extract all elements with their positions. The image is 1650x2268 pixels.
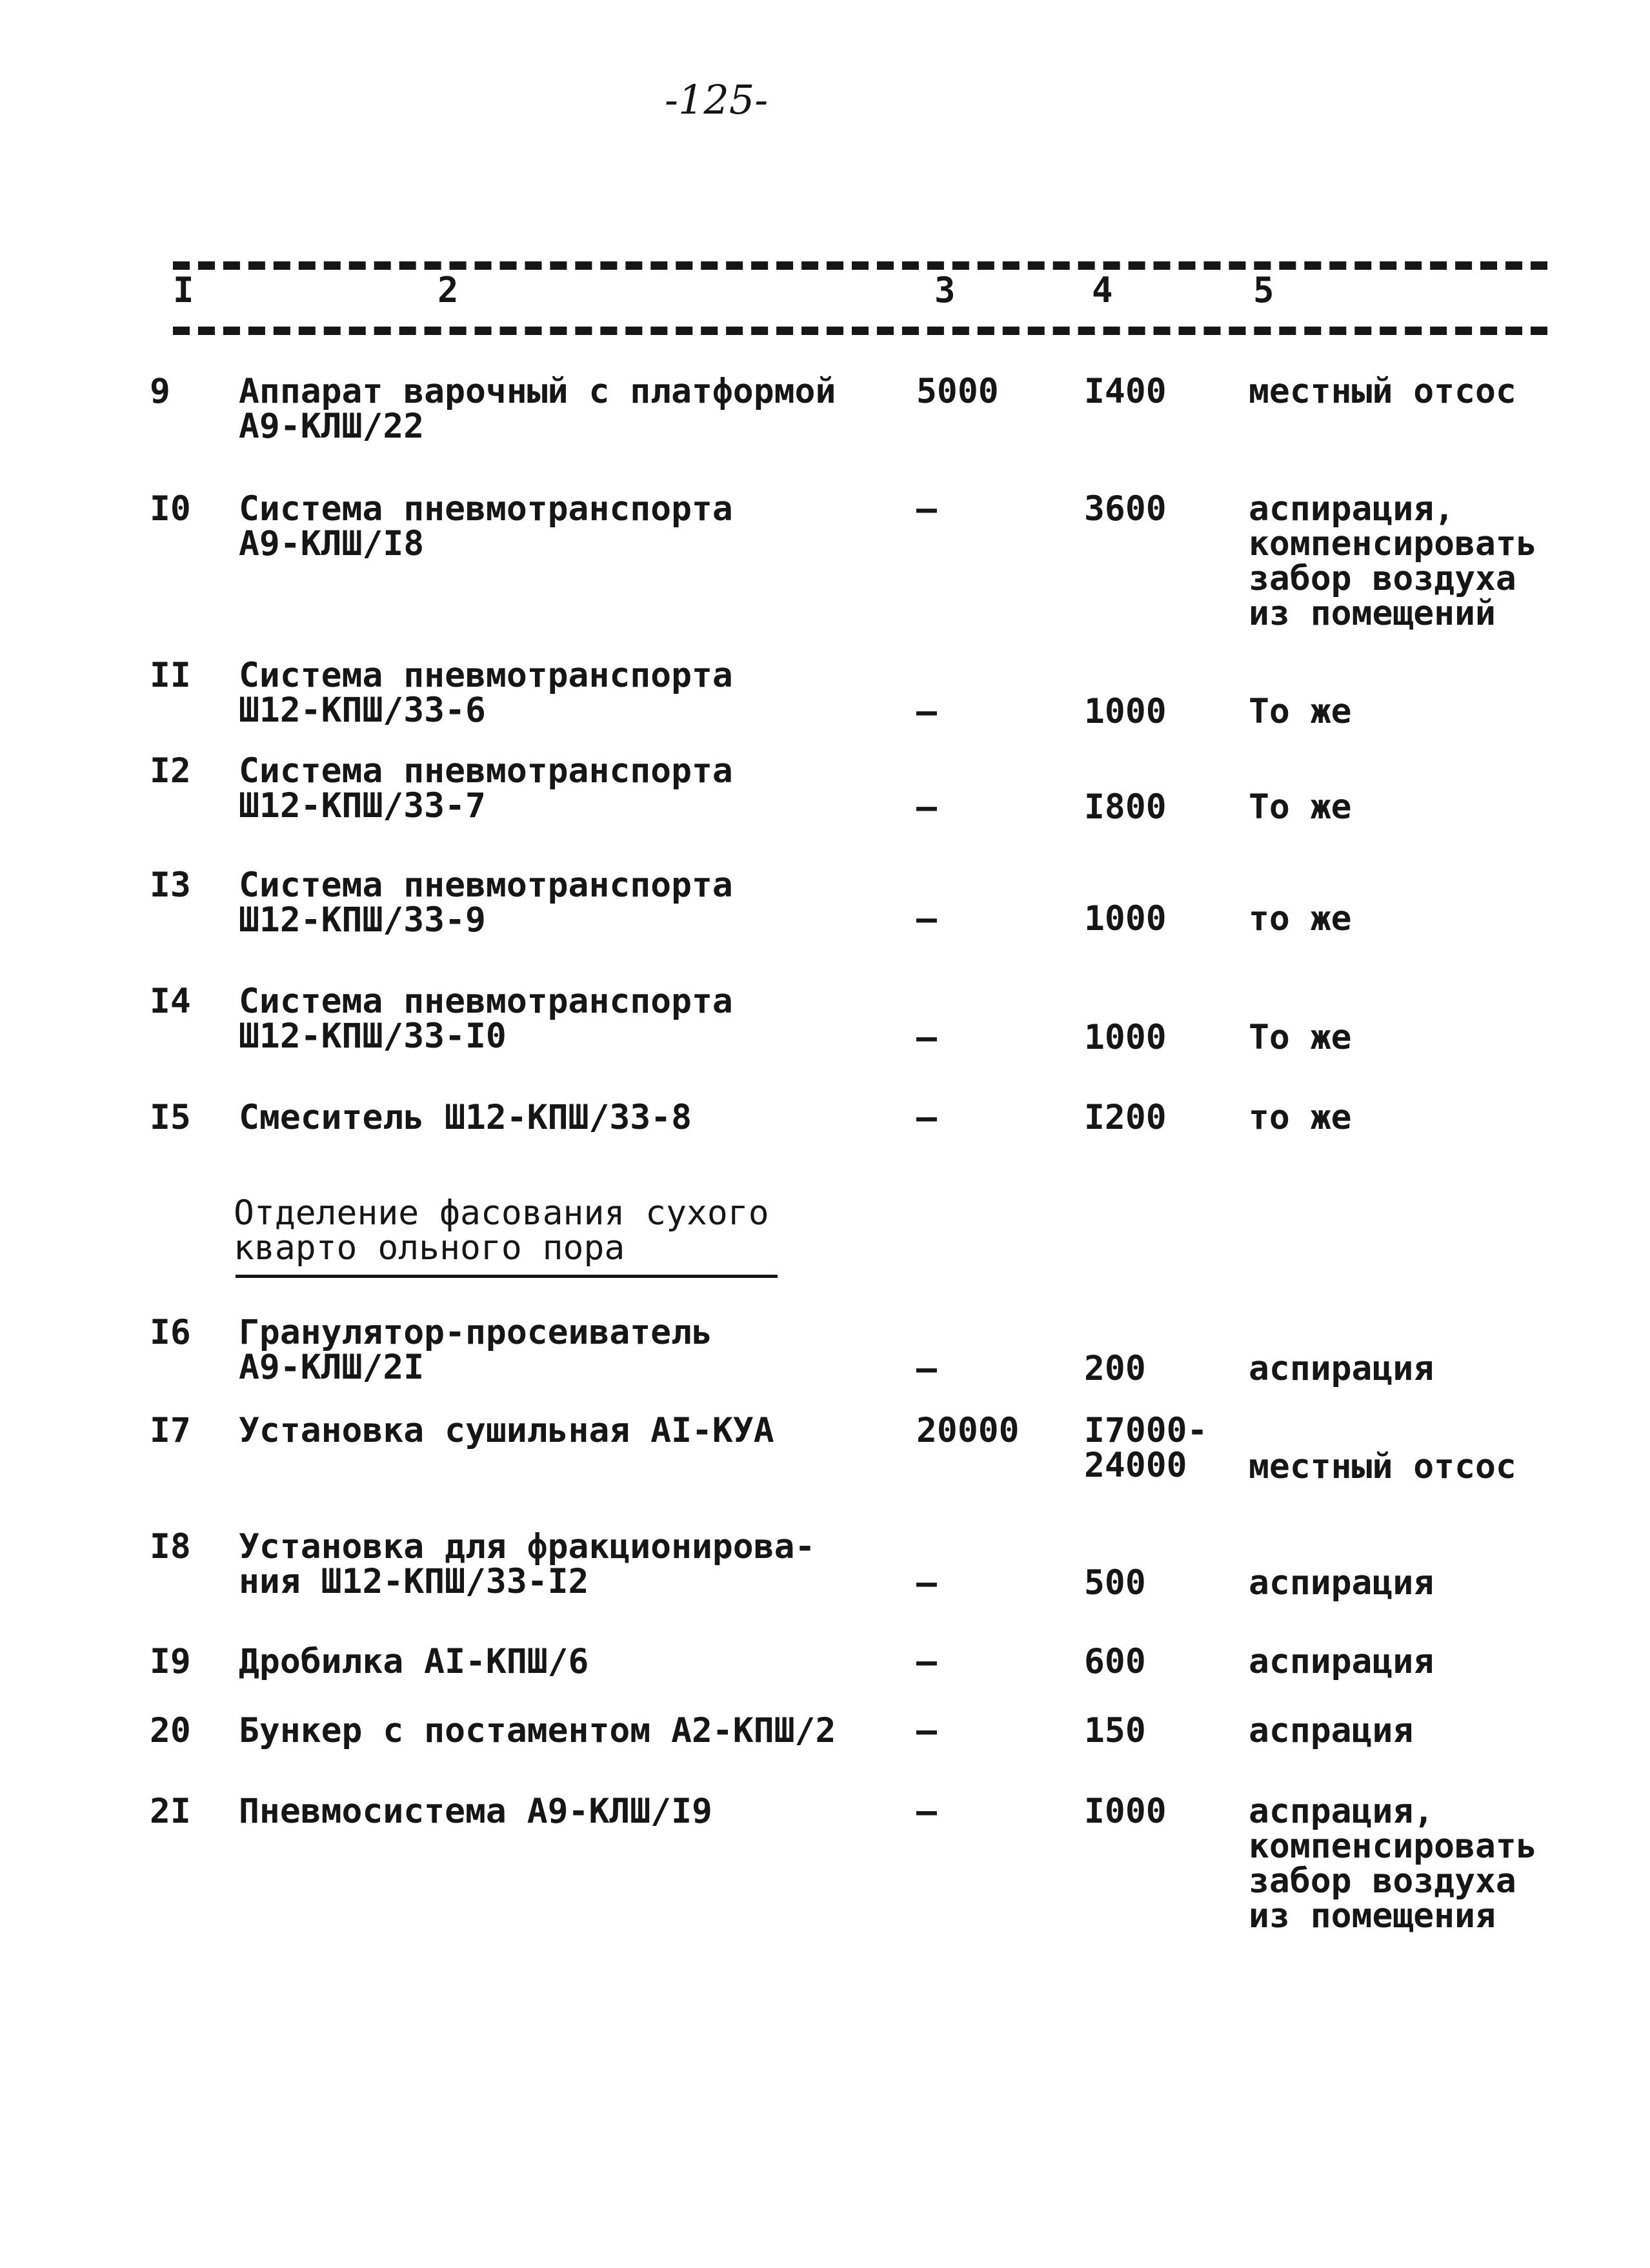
ventilation-note: то же — [1249, 899, 1352, 938]
ventilation-note: То же — [1249, 692, 1352, 731]
equipment-name: Система пневмотранспорта Ш12-КПШ/33-7 — [239, 751, 733, 825]
equipment-name: Пневмосистема А9-КЛШ/I9 — [239, 1792, 712, 1831]
ventilation-note: То же — [1249, 787, 1352, 827]
column-4-value: 1000 — [1084, 1018, 1167, 1057]
equipment-name: Смеситель Ш12-КПШ/33-8 — [239, 1098, 692, 1137]
row-number: 9 — [150, 372, 170, 411]
page-number: -125- — [665, 76, 769, 123]
column-header-2: 2 — [438, 270, 459, 310]
column-3-value: – — [916, 899, 937, 938]
column-3-value: – — [916, 1711, 937, 1750]
column-3-value: – — [916, 1018, 937, 1057]
column-3-value: 5000 — [916, 372, 999, 411]
column-3-value: – — [916, 1349, 937, 1388]
equipment-name: Установка сушильная АI-КУА — [239, 1411, 774, 1450]
ventilation-note: аспирация — [1249, 1563, 1434, 1603]
row-number: 2I — [150, 1792, 191, 1831]
ventilation-note: местный отсос — [1249, 1447, 1516, 1486]
column-4-value: 200 — [1084, 1349, 1146, 1388]
column-4-value: 150 — [1084, 1711, 1146, 1750]
column-3-value: – — [916, 692, 937, 731]
ventilation-note: аспирация — [1249, 1349, 1434, 1388]
section-underline — [236, 1275, 778, 1278]
row-number: I8 — [150, 1527, 191, 1566]
column-4-value: 3600 — [1084, 489, 1167, 529]
row-number: I9 — [150, 1642, 191, 1681]
column-3-value: – — [916, 1098, 937, 1137]
equipment-name: Дробилка АI-КПШ/6 — [239, 1642, 589, 1681]
column-3-value: 20000 — [916, 1411, 1020, 1450]
column-header-3: 3 — [934, 270, 956, 310]
column-3-value: – — [916, 1563, 937, 1603]
column-4-value: I7000- 24000 — [1084, 1411, 1208, 1485]
row-number: I2 — [150, 751, 191, 791]
column-4-value: I000 — [1084, 1792, 1167, 1831]
table-header-rule — [173, 327, 1547, 335]
ventilation-note: аспирация — [1249, 1642, 1434, 1681]
row-number: I6 — [150, 1313, 191, 1352]
ventilation-note: то же — [1249, 1098, 1352, 1137]
column-3-value: – — [916, 787, 937, 827]
equipment-name: Установка для фракционирова- ния Ш12-КПШ/33-I2 — [239, 1527, 816, 1601]
equipment-name: Аппарат варочный с платформой А9-КЛШ/22 — [239, 372, 836, 446]
column-4-value: 1000 — [1084, 899, 1167, 938]
row-number: I0 — [150, 489, 191, 529]
column-3-value: – — [916, 1642, 937, 1681]
column-4-value: 600 — [1084, 1642, 1146, 1681]
equipment-name: Система пневмотранспорта А9-КЛШ/I8 — [239, 489, 733, 563]
equipment-name: Система пневмотранспорта Ш12-КПШ/33-I0 — [239, 982, 733, 1056]
column-4-value: I200 — [1084, 1098, 1167, 1137]
column-3-value: – — [916, 1792, 937, 1831]
column-header-1: I — [173, 270, 194, 310]
ventilation-note: аспирация, компенсировать забор воздуха из помещений — [1249, 489, 1537, 633]
row-number: I4 — [150, 982, 191, 1021]
column-header-4: 4 — [1092, 270, 1113, 310]
column-4-value: 1000 — [1084, 692, 1167, 731]
equipment-name: Бункер с постаментом А2-КПШ/2 — [239, 1711, 836, 1750]
ventilation-note: местный отсос — [1249, 372, 1516, 411]
ventilation-note: аспрация — [1249, 1711, 1414, 1750]
equipment-name: Система пневмотранспорта Ш12-КПШ/33-6 — [239, 656, 733, 730]
ventilation-note: аспрация, компенсировать забор воздуха из помещения — [1249, 1792, 1537, 1936]
column-4-value: I800 — [1084, 787, 1167, 827]
equipment-name: Система пневмотранспорта Ш12-КПШ/33-9 — [239, 866, 733, 940]
ventilation-note: То же — [1249, 1018, 1352, 1057]
table-top-rule — [173, 261, 1547, 270]
section-heading: Отделение фасования сухого кварто ольного пора — [234, 1193, 769, 1268]
column-4-value: 500 — [1084, 1563, 1146, 1603]
column-4-value: I400 — [1084, 372, 1167, 411]
row-number: I3 — [150, 866, 191, 905]
equipment-name: Гранулятор-просеиватель А9-КЛШ/2I — [239, 1313, 712, 1387]
row-number: I7 — [150, 1411, 191, 1450]
column-header-5: 5 — [1253, 270, 1274, 310]
row-number: 20 — [150, 1711, 191, 1750]
row-number: II — [150, 656, 191, 695]
row-number: I5 — [150, 1098, 191, 1137]
column-3-value: – — [916, 489, 937, 529]
